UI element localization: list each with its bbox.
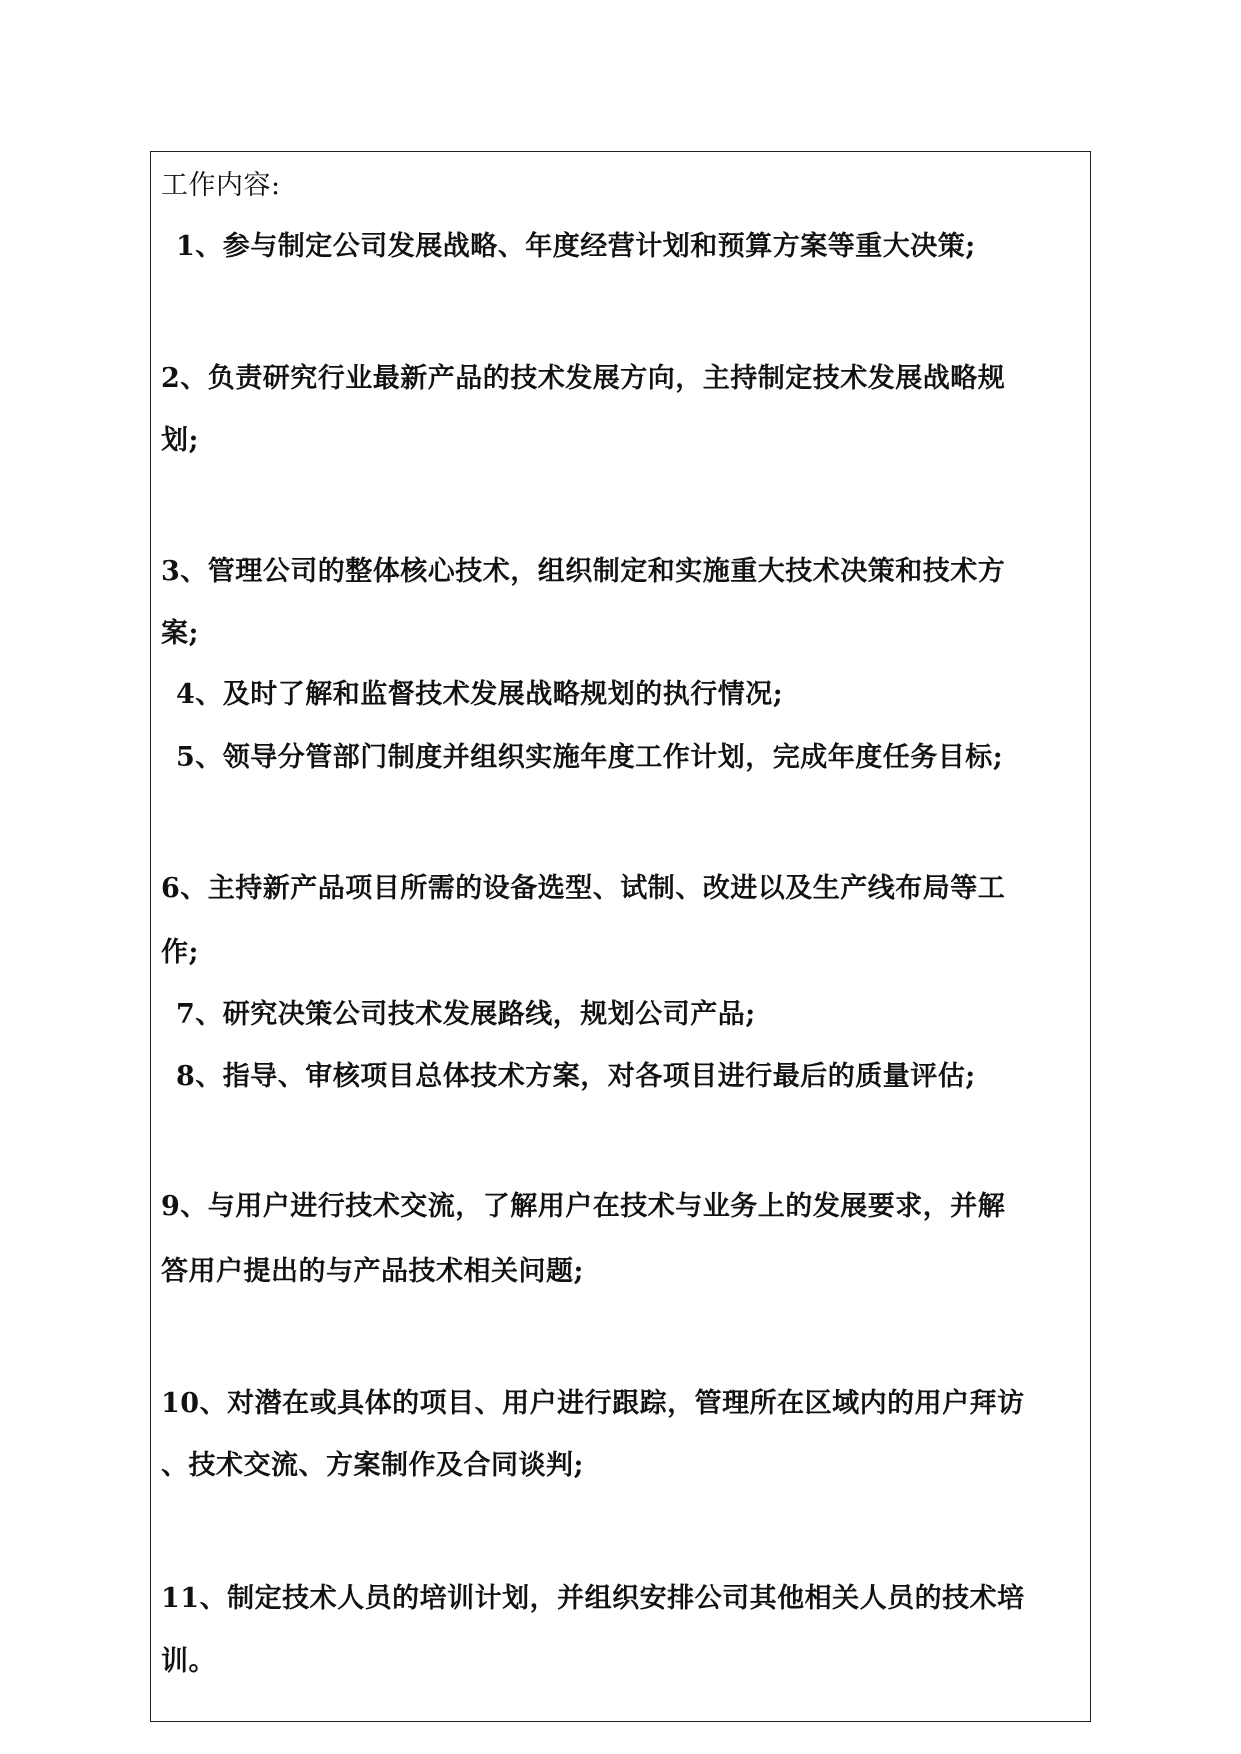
duty-item-9-line-1: 9、与用户进行技术交流，了解用户在技术与业务上的发展要求，并解: [161, 1191, 1006, 1222]
duty-item-2-line-1: 2、负责研究行业最新产品的技术发展方向，主持制定技术发展战略规: [161, 363, 1006, 394]
duty-item-9-line-2: 答用户提出的与产品技术相关问题;: [161, 1256, 584, 1287]
duty-item-1: 1、参与制定公司发展战略、年度经营计划和预算方案等重大决策;: [176, 231, 976, 262]
duty-item-4: 4、及时了解和监督技术发展战略规划的执行情况;: [176, 679, 784, 710]
duty-item-2-line-2: 划;: [161, 425, 199, 456]
duty-item-3-line-2: 案;: [161, 618, 199, 649]
duty-item-11-line-1: 11、制定技术人员的培训计划，并组织安排公司其他相关人员的技术培: [161, 1583, 1025, 1614]
duty-item-5: 5、领导分管部门制度并组织实施年度工作计划，完成年度任务目标;: [176, 742, 1004, 773]
duty-item-10-line-1: 10、对潜在或具体的项目、用户进行跟踪，管理所在区域内的用户拜访: [161, 1388, 1025, 1419]
duty-item-6-line-1: 6、主持新产品项目所需的设备选型、试制、改进以及生产线布局等工: [161, 873, 1006, 904]
section-heading: 工作内容:: [161, 170, 281, 201]
duty-item-11-line-2: 训。: [161, 1646, 216, 1677]
duty-item-10-line-2: 、技术交流、方案制作及合同谈判;: [161, 1450, 584, 1481]
duty-item-6-line-2: 作;: [161, 937, 199, 968]
duty-item-3-line-1: 3、管理公司的整体核心技术，组织制定和实施重大技术决策和技术方: [161, 556, 1006, 587]
content-box: [150, 151, 1091, 1722]
duty-item-8: 8、指导、审核项目总体技术方案，对各项目进行最后的质量评估;: [176, 1061, 976, 1092]
duty-item-7: 7、研究决策公司技术发展路线，规划公司产品;: [176, 999, 756, 1030]
